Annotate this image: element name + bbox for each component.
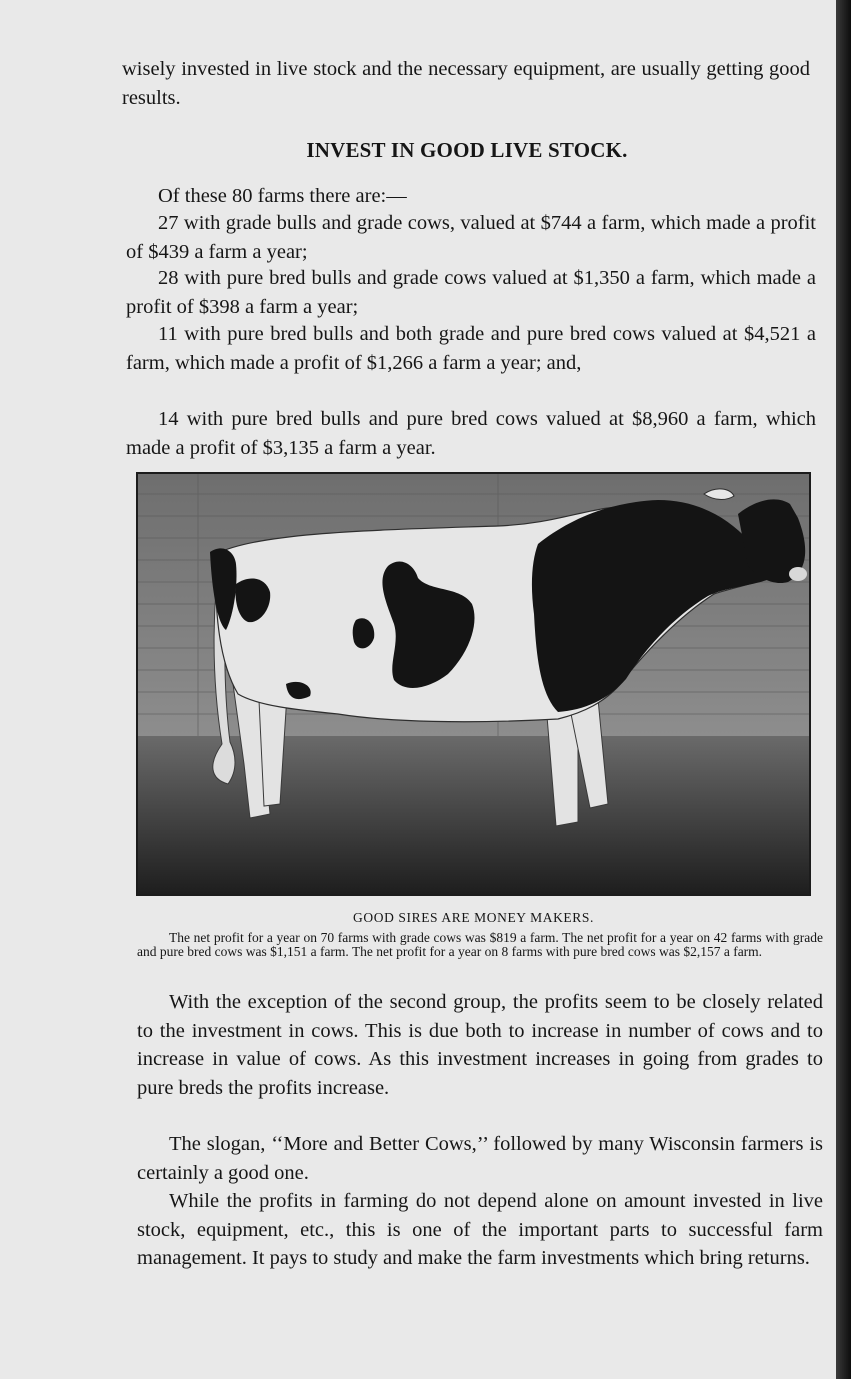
list-item-mixed-cows: 11 with pure bred bulls and both grade and pure bred cows valued at $4,521 a farm, which made a profit of $1,266 a farm a year; and,	[126, 323, 816, 374]
bull-illustration	[138, 474, 809, 894]
list-item-pure-bulls-grade-cows: 28 with pure bred bulls and grade cows valued at $1,350 a farm, which made a profit of $398 a farm a year;	[126, 267, 816, 318]
ground	[138, 736, 809, 894]
list-item-grade-bulls: 27 with grade bulls and grade cows, valued at $744 a farm, which made a profit of $439 a farm a year;	[126, 212, 816, 263]
paragraph-slogan: The slogan, ‘‘More and Better Cows,’’ followed by many Wisconsin farmers is certainly a good one.	[137, 1133, 823, 1184]
photo-caption-title: GOOD SIRES ARE MONEY MAKERS.	[353, 910, 594, 925]
list-intro	[126, 182, 816, 211]
bull-muzzle	[789, 567, 807, 581]
photo-caption-text	[137, 931, 823, 958]
paragraph-profits-analysis: With the exception of the second group, the profits seem to be closely related to the investment in cows. This is due both to increase in number of cows and to increase in value of cows. As this investment increases in going from grades to pure breds the profits increase.	[137, 991, 823, 1099]
list-item-pure-bred: 14 with pure bred bulls and pure bred cows valued at $8,960 a farm, which made a profit of $3,135 a farm a year.	[126, 408, 816, 459]
bull-photo	[136, 472, 811, 896]
section-heading: INVEST IN GOOD LIVE STOCK.	[306, 138, 628, 162]
list-intro-text: Of these 80 farms there are:—	[158, 185, 407, 207]
paragraph-continuation: wisely invested in live stock and the necessary equipment, are usually getting good results.	[122, 58, 810, 109]
photo-caption-body: The net profit for a year on 70 farms with grade cows was $819 a farm. The net profit for a year on 42 farms with grade and pure bred cows was $1,151 a farm. The net profit for a year on 8 farms with pure bred cows was $2,157 a farm.	[137, 930, 823, 959]
page-edge-shadow	[836, 0, 851, 1379]
paragraph-conclusion: While the profits in farming do not depend alone on amount invested in live stock, equipment, etc., this is one of the important parts to successful farm management. It pays to study and make the farm investments which bring returns.	[137, 1190, 823, 1269]
